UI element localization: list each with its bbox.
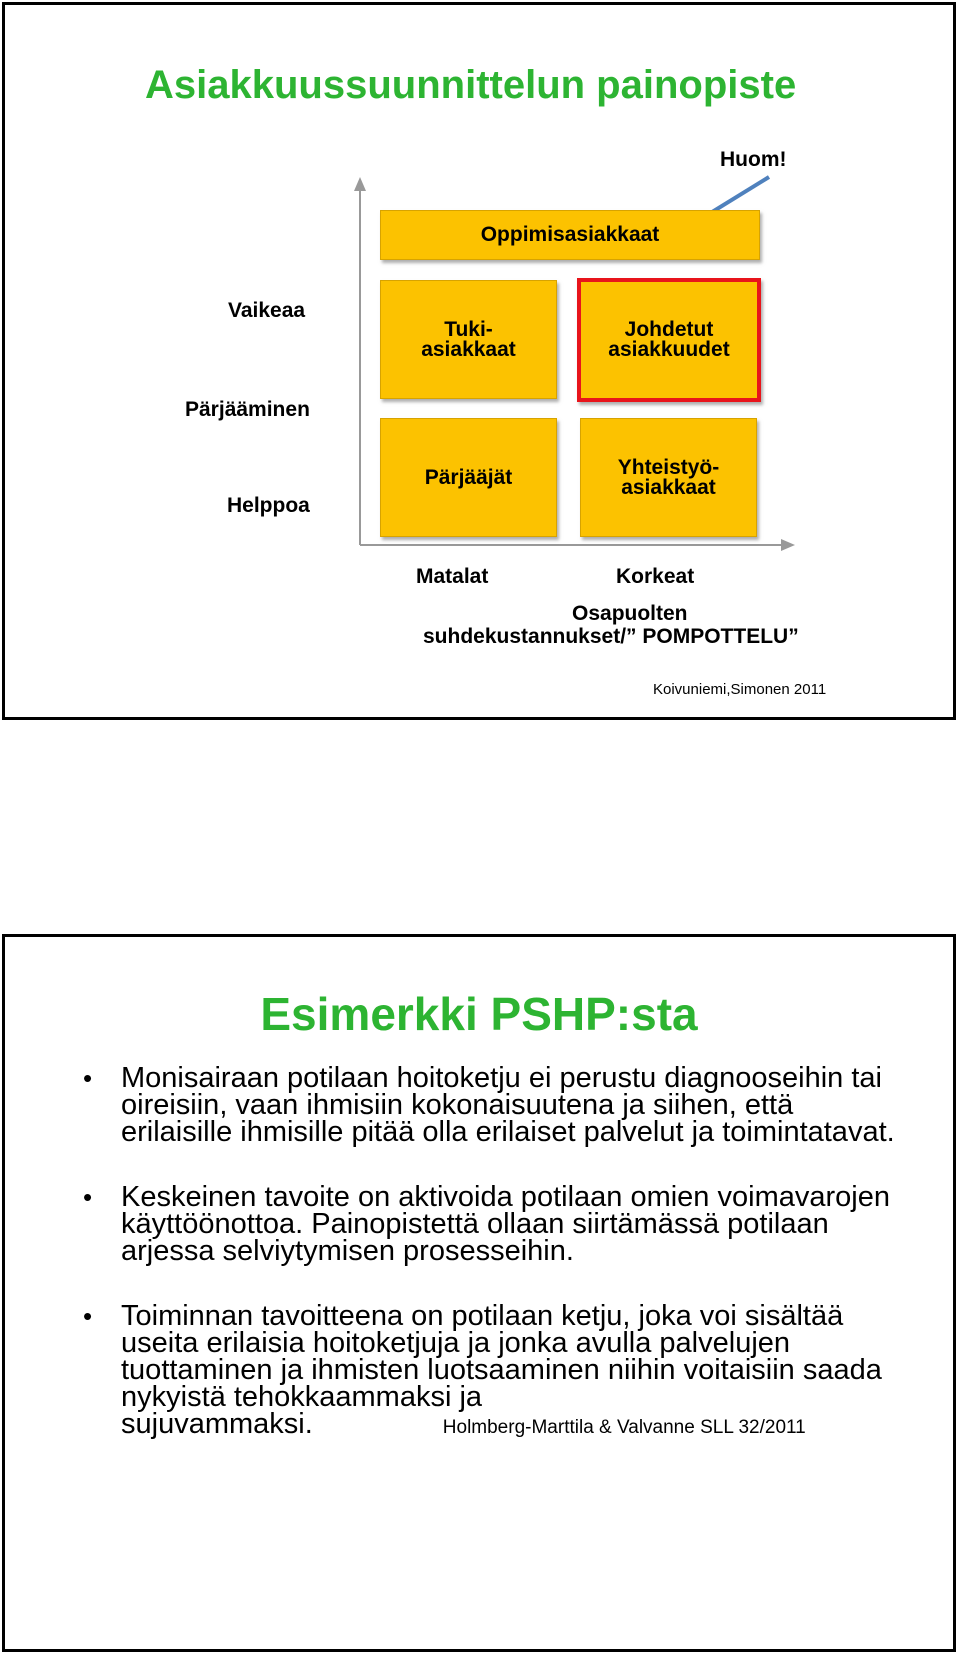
bullet-icon: • bbox=[83, 1182, 93, 1212]
x-axis-arrowhead bbox=[781, 539, 795, 551]
box-oppimisasiakkaat bbox=[380, 210, 760, 260]
box-yhteistyo-line1: Yhteistyö- bbox=[617, 455, 720, 479]
box-yhteistyo-line2: asiakkaat bbox=[621, 475, 716, 499]
y-label-hard: Vaikeaa bbox=[228, 299, 306, 322]
bullet-item bbox=[83, 1062, 903, 1148]
slide-2 bbox=[2, 934, 956, 1652]
bullet-icon: • bbox=[83, 1063, 93, 1093]
y-label-easy: Helppoa bbox=[227, 494, 310, 517]
x-axis-title-line2: suhdekustannukset/” POMPOTTELU” bbox=[423, 625, 799, 648]
bullet-text: Toiminnan tavoitteena on potilaan ketju, joka voi sisältää useita erilaisia hoitoketjuja ja jonka avulla palvelujen tuottaminen ja ihmisten luotsaaminen niihin voitaisiin saada nykyistä tehokkaammaksi ja sujuvammaksi. bbox=[121, 1300, 882, 1440]
slide-1 bbox=[2, 2, 956, 720]
bullet-item bbox=[83, 1181, 903, 1267]
box-oppimisasiakkaat-label: Oppimisasiakkaat bbox=[480, 223, 660, 246]
box-tukiasiakkaat-line2: asiakkaat bbox=[421, 337, 516, 361]
box-yhteistyoasiakkaat bbox=[580, 418, 757, 537]
y-axis-title: Pärjääminen bbox=[185, 398, 310, 421]
box-johdetut-asiakkuudet bbox=[577, 278, 761, 402]
bullet-list bbox=[83, 1062, 903, 1479]
slide-2-citation: Holmberg-Marttila & Valvanne SLL 32/2011 bbox=[442, 1417, 806, 1438]
slide-1-title: Asiakkuussuunnittelun painopiste bbox=[145, 63, 797, 107]
box-parjaajat bbox=[380, 418, 557, 537]
note-label: Huom! bbox=[720, 148, 787, 171]
box-johdetut-line2: asiakkuudet bbox=[608, 338, 730, 361]
slide-2-title: Esimerkki PSHP:sta bbox=[260, 988, 698, 1040]
box-johdetut-line1: Johdetut bbox=[624, 318, 714, 341]
box-parjaajat-label: Pärjääjät bbox=[424, 465, 513, 489]
x-axis-title-line1: Osapuolten bbox=[572, 602, 688, 625]
y-axis-arrowhead bbox=[354, 177, 366, 191]
bullet-icon: • bbox=[83, 1301, 93, 1331]
x-label-high: Korkeat bbox=[616, 565, 695, 588]
slide-1-citation: Koivuniemi,Simonen 2011 bbox=[653, 681, 827, 698]
bullet-item bbox=[83, 1300, 903, 1441]
bullet-text: Monisairaan potilaan hoitoketju ei perustu diagnooseihin tai oireisiin, vaan ihmisiin kokonaisuutena ja siihen, että erilaisille ihmisille pitää olla erilaiset palvelut ja toimintatavat. bbox=[121, 1062, 895, 1148]
bullet-text: Keskeinen tavoite on aktivoida potilaan omien voimavarojen käyttöönottoa. Painopistettä ollaan siirtämässä potilaan arjessa selviytymisen prosesseihin. bbox=[121, 1181, 890, 1267]
box-tukiasiakkaat-line1: Tuki- bbox=[444, 317, 493, 341]
box-tukiasiakkaat bbox=[380, 280, 557, 399]
x-label-low: Matalat bbox=[416, 565, 489, 588]
